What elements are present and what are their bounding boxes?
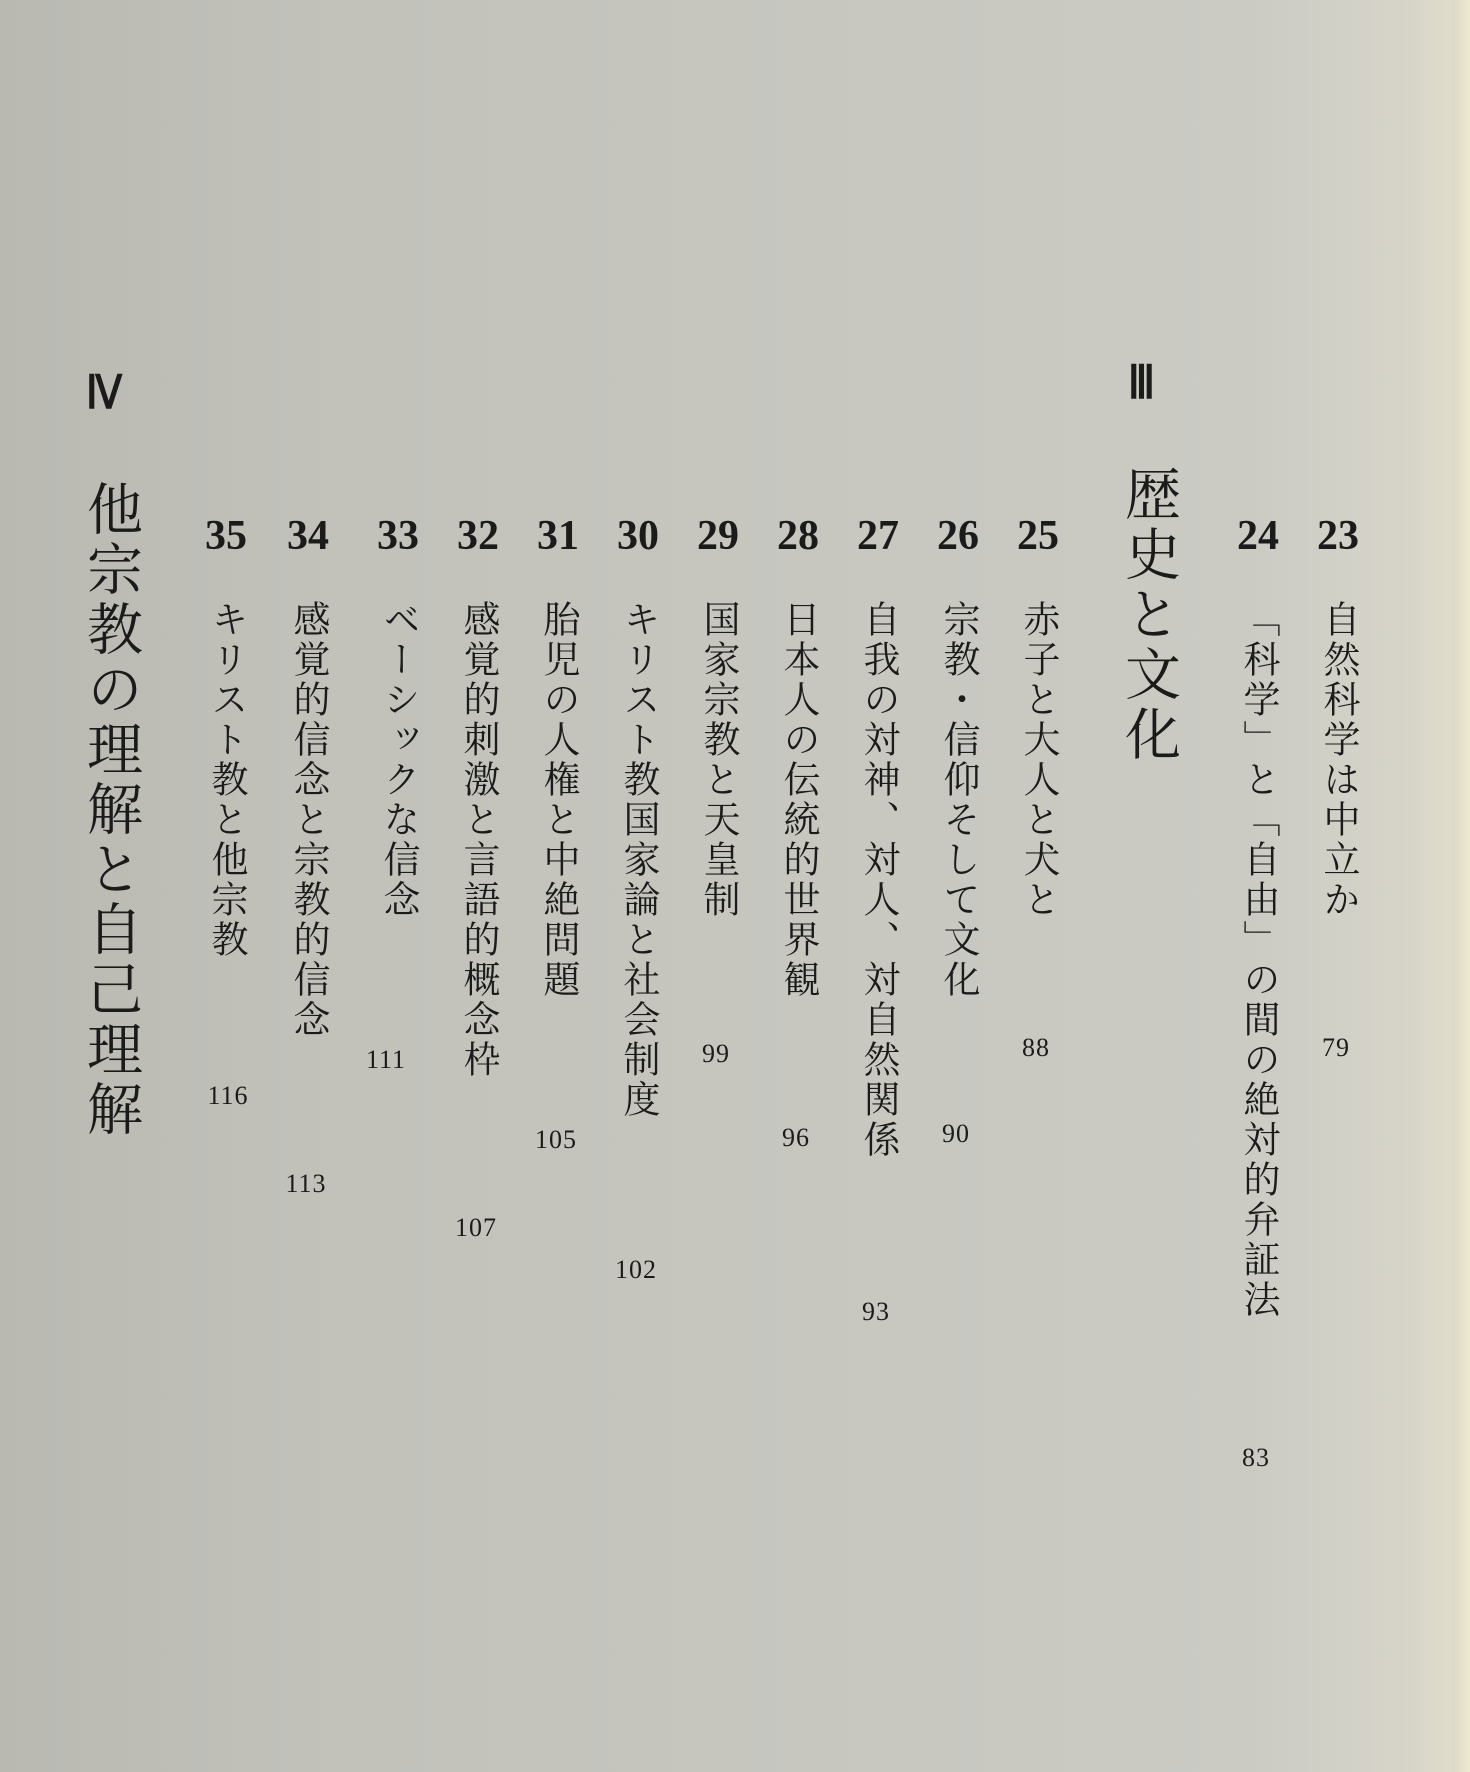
chapter-page: 111 (365, 1045, 407, 1074)
chapter-page: 79 (1322, 1033, 1350, 1062)
chapter-number: 30 (617, 513, 659, 559)
part-4-numeral: Ⅳ (86, 367, 121, 418)
chapter-page: 83 (1242, 1443, 1270, 1472)
part-3-title: 歴史と文化 (1116, 465, 1181, 765)
chapter-title: 自然科学は中立か (1317, 600, 1360, 920)
chapter-title: 赤子と大人と犬と (1017, 600, 1060, 920)
chapter-title: 「科学」と「自由」の間の絶対的弁証法 (1237, 600, 1280, 1320)
chapter-title: 感覚的刺激と言語的概念枠 (457, 600, 500, 1080)
chapter-title: 日本人の伝統的世界観 (777, 600, 820, 1000)
chapter-title: キリスト教国家論と社会制度 (617, 600, 660, 1120)
chapter-title: 国家宗教と天皇制 (697, 600, 740, 920)
chapter-number: 24 (1237, 513, 1279, 559)
chapter-page: 99 (702, 1039, 730, 1068)
chapter-title: 胎児の人権と中絶問題 (537, 600, 580, 1000)
chapter-number: 23 (1317, 513, 1359, 559)
chapter-number: 33 (377, 513, 419, 559)
chapter-title: キリスト教と他宗教 (205, 600, 248, 960)
page-edge (1452, 0, 1470, 1772)
chapter-number: 26 (937, 513, 979, 559)
chapter-page: 107 (455, 1213, 497, 1242)
chapter-title: 感覚的信念と宗教的信念 (287, 600, 330, 1040)
chapter-title: ベーシックな信念 (377, 600, 420, 920)
chapter-title: 宗教・信仰そして文化 (937, 600, 980, 1000)
chapter-page: 88 (1022, 1033, 1050, 1062)
chapter-number: 34 (287, 513, 329, 559)
chapter-page: 102 (615, 1255, 657, 1284)
chapter-number: 28 (777, 513, 819, 559)
chapter-number: 32 (457, 513, 499, 559)
chapter-page: 105 (535, 1125, 577, 1154)
part-4-title: 他宗教の理解と自己理解 (78, 480, 143, 1140)
chapter-number: 25 (1017, 513, 1059, 559)
chapter-number: 27 (857, 513, 899, 559)
chapter-page: 96 (782, 1123, 810, 1152)
chapter-number: 35 (205, 513, 247, 559)
chapter-page: 116 (207, 1081, 249, 1110)
chapter-title: 自我の対神、対人、対自然関係 (857, 600, 900, 1160)
chapter-number: 31 (537, 513, 579, 559)
chapter-page: 93 (862, 1297, 890, 1326)
chapter-page: 90 (942, 1119, 970, 1148)
chapter-page: 113 (285, 1169, 327, 1198)
chapter-number: 29 (697, 513, 739, 559)
part-3-numeral: Ⅲ (1128, 357, 1154, 408)
